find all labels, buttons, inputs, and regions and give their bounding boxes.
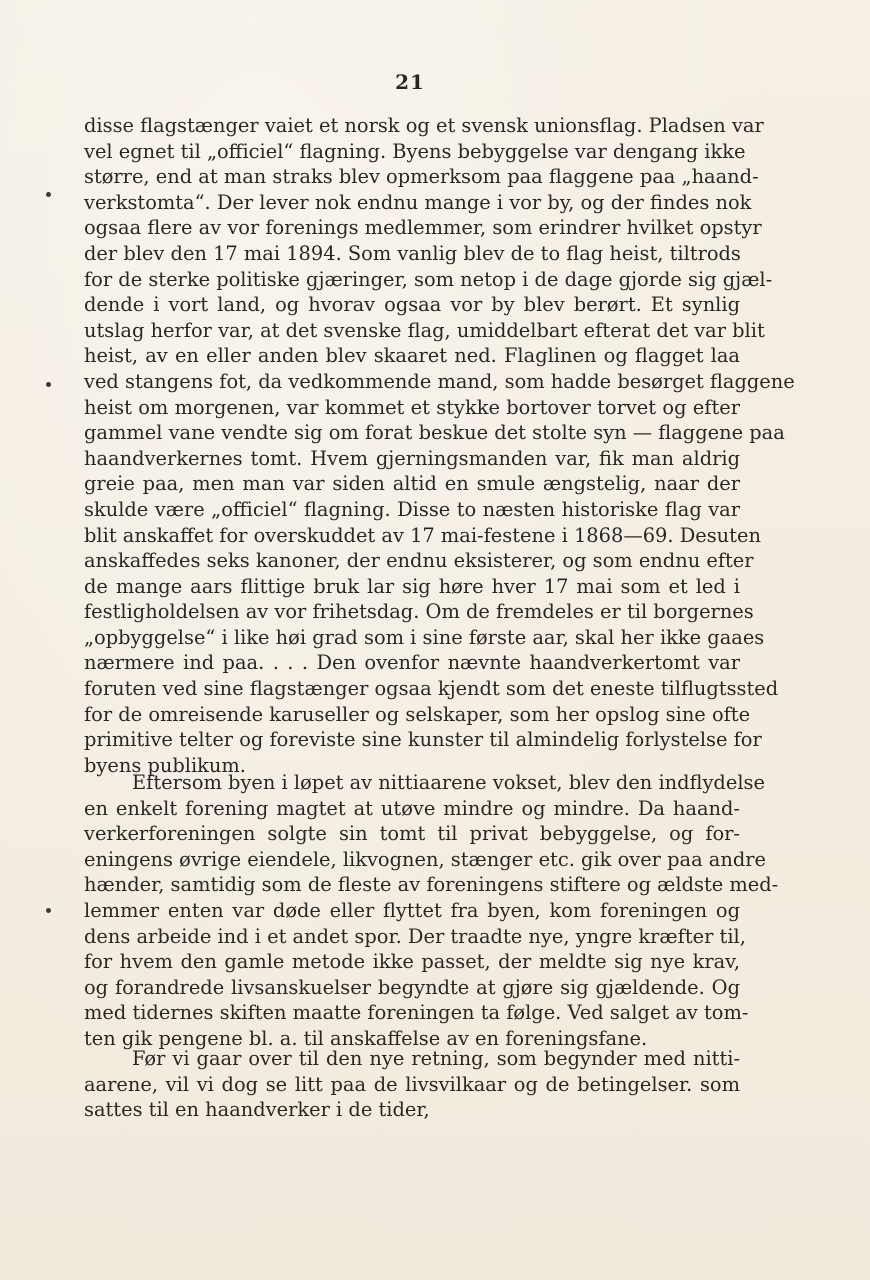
- text-line: heist om morgenen, var kommet et stykke bortover torvet og efter: [84, 395, 740, 419]
- text-line: med tidernes skiften maatte foreningen ta følge. Ved salget av tom-: [84, 1001, 749, 1025]
- text-line: gammel vane vendte sig om forat beskue det stolte syn — flaggene paa: [84, 421, 785, 445]
- text-line: hænder, samtidig som de fleste av foreningens stiftere og ældste med-: [84, 873, 779, 897]
- text-line: dende i vort land, og hvorav ogsaa vor by blev berørt. Et synlig: [84, 293, 740, 317]
- text-line: en enkelt forening magtet at utøve mindre og mindre. Da haand-: [84, 796, 740, 820]
- page-number: 21: [395, 70, 425, 94]
- print-speck: [46, 908, 51, 913]
- text-line: for de sterke politiske gjæringer, som netop i de dage gjorde sig gjæl-: [84, 267, 773, 291]
- text-line: foruten ved sine flagstænger ogsaa kjendt som det eneste tilflugtssted: [84, 677, 779, 701]
- text-line: festligholdelsen av vor frihetsdag. Om de fremdeles er til borgernes: [84, 600, 754, 624]
- text-line: utslag herfor var, at det svenske flag, umiddelbart efterat det var blit: [84, 318, 765, 342]
- text-line: heist, av en eller anden blev skaaret ned. Flaglinen og flagget laa: [84, 344, 740, 368]
- text-line: blit anskaffet for overskuddet av 17 mai-festene i 1868—69. Desuten: [84, 523, 761, 547]
- text-line: der blev den 17 mai 1894. Som vanlig blev de to flag heist, tiltrods: [84, 241, 741, 265]
- text-line: primitive telter og foreviste sine kunster til almindelig forlystelse for: [84, 728, 762, 752]
- text-line: sattes til en haandverker i de tider,: [84, 1098, 430, 1122]
- text-line: skulde være „officiel“ flagning. Disse to næsten historiske flag var: [84, 497, 740, 521]
- text-line: lemmer enten var døde eller flyttet fra byen, kom foreningen og: [84, 898, 740, 922]
- text-line: Eftersom byen i løpet av nittiaarene vokset, blev den indflydelse: [132, 771, 765, 794]
- text-line: eningens øvrige eiendele, likvognen, stænger etc. gik over paa andre: [84, 847, 767, 871]
- print-speck: [46, 382, 51, 387]
- text-line: anskaffedes seks kanoner, der endnu eksisterer, og som endnu efter: [84, 549, 754, 573]
- text-line: greie paa, men man var siden altid en smule ængstelig, naar der: [84, 472, 740, 496]
- text-line: for de omreisende karuseller og selskaper, som her opslog sine ofte: [84, 702, 751, 726]
- text-line: verkerforeningen solgte sin tomt til privat bebyggelse, og for-: [84, 822, 740, 846]
- text-line: ten gik pengene bl. a. til anskaffelse av en foreningsfane.: [84, 1026, 648, 1050]
- text-line: aarene, vil vi dog se litt paa de livsvilkaar og de betingelser. som: [84, 1072, 740, 1096]
- text-line: „opbyggelse“ i like høi grad som i sine første aar, skal her ikke gaaes: [84, 625, 765, 649]
- text-line: nærmere ind paa. . . . Den ovenfor nævnte haandverkertomt var: [84, 651, 740, 675]
- text-line: byens publikum.: [84, 753, 246, 777]
- paragraph-3: [84, 1046, 740, 1123]
- text-line: verkstomta“. Der lever nok endnu mange i vor by, og der findes nok: [84, 190, 752, 214]
- text-line: ved stangens fot, da vedkommende mand, som hadde besørget flaggene: [84, 369, 795, 393]
- text-line: de mange aars flittige bruk lar sig høre hver 17 mai som et led i: [84, 574, 740, 598]
- text-line: og forandrede livsanskuelser begyndte at gjøre sig gjældende. Og: [84, 975, 740, 999]
- text-line: Før vi gaar over til den nye retning, som begynder med nitti-: [132, 1047, 740, 1070]
- text-line: haandverkernes tomt. Hvem gjerningsmanden var, fik man aldrig: [84, 446, 740, 470]
- paragraph-2: [84, 770, 779, 1052]
- text-line: for hvem den gamle metode ikke passet, der meldte sig nye krav,: [84, 950, 740, 974]
- text-line: vel egnet til „officiel“ flagning. Byens bebyggelse var dengang ikke: [84, 139, 746, 163]
- print-speck: [46, 192, 51, 197]
- text-line: ogsaa flere av vor forenings medlemmer, som erindrer hvilket opstyr: [84, 216, 762, 240]
- text-line: dens arbeide ind i et andet spor. Der traadte nye, yngre kræfter til,: [84, 924, 746, 948]
- text-line: disse flagstænger vaiet et norsk og et svensk unionsflag. Pladsen var: [84, 114, 764, 137]
- paragraph-1: [84, 113, 795, 778]
- text-line: større, end at man straks blev opmerksom paa flaggene paa „haand-: [84, 165, 759, 189]
